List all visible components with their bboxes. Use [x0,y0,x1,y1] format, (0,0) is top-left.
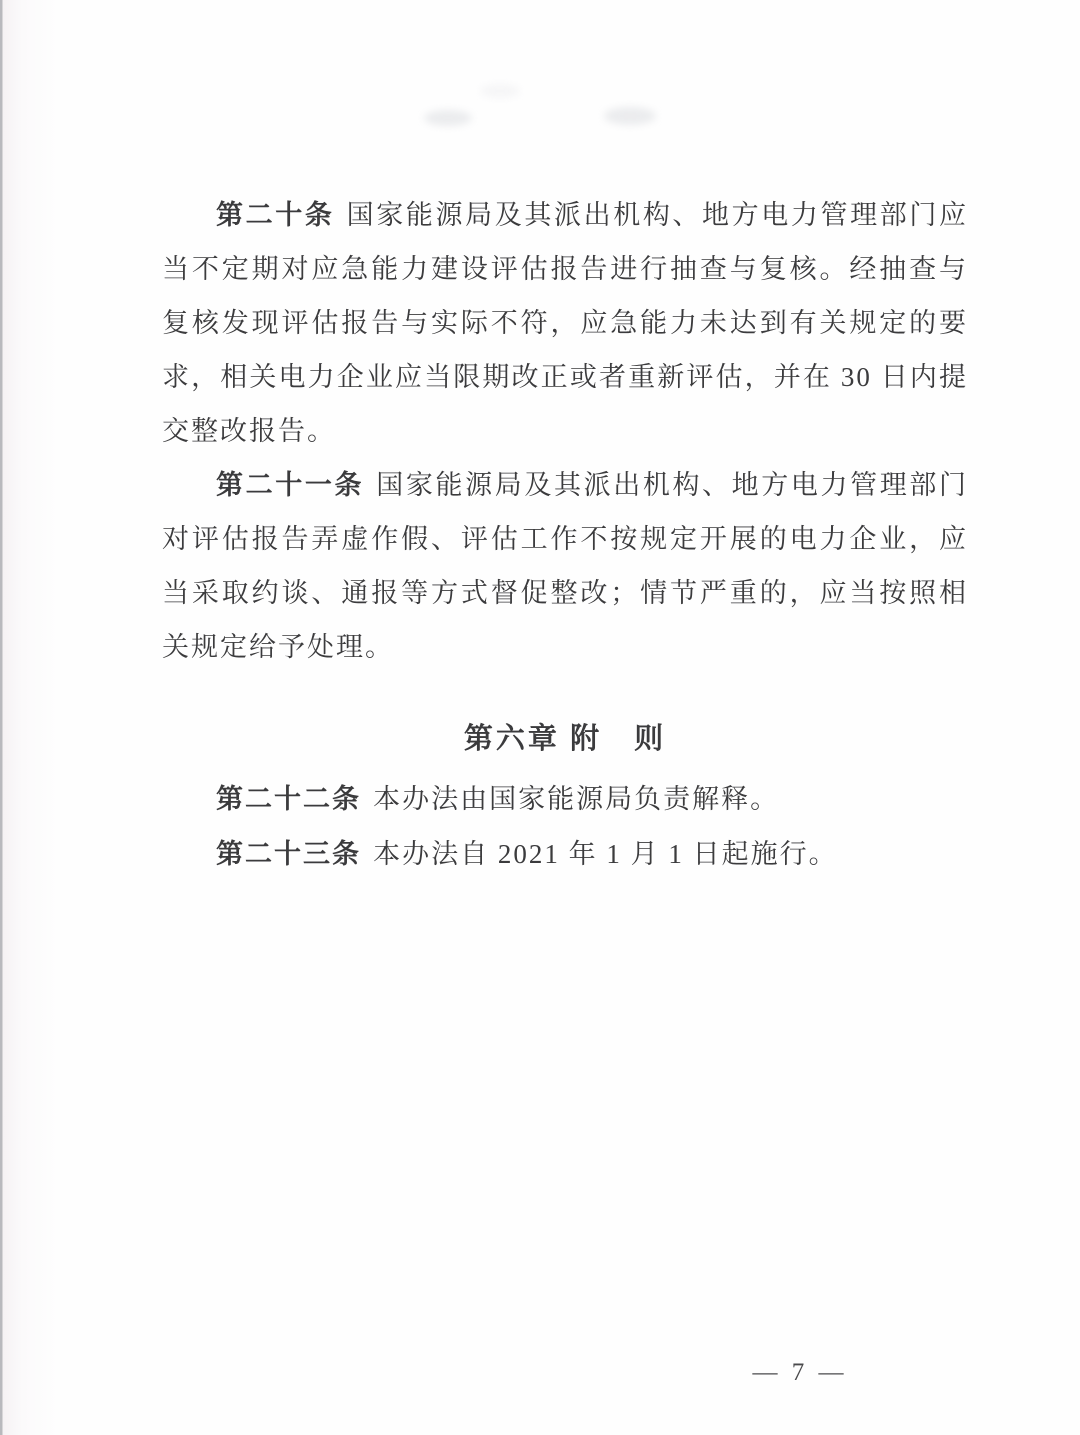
article-23-text: 本办法自 2021 年 1 月 1 日起施行。 [373,839,838,869]
page-number: — 7 — [752,1359,848,1386]
chapter-heading: 第六章 附 则 [463,723,667,755]
article-21-label: 第二十一条 [216,470,365,500]
article-21-text: 国家能源局及其派出机构、地方电力管理部门对评估报告弄虚作假、评估工作不按规定开展的电力企业，应当采取约谈、通报等方式督促整改；情节严重的，应当按照相关规定给予处理。 [162,470,969,662]
scan-smudge [604,107,656,125]
scan-smudge [424,110,472,126]
article-23-paragraph [162,827,968,882]
document-body [162,188,968,882]
article-21-paragraph [162,458,968,674]
article-20-label: 第二十条 [216,200,335,230]
article-20-text: 国家能源局及其派出机构、地方电力管理部门应当不定期对应急能力建设评估报告进行抽查与复核。经抽查与复核发现评估报告与实际不符，应急能力未达到有关规定的要求，相关电力企业应当限期改正或者重新评估，并在 30 日内提交整改报告。 [162,200,969,446]
article-20-paragraph [162,188,968,458]
article-23-label: 第二十三条 [216,839,361,869]
scan-smudge [480,84,520,98]
article-22-paragraph [162,772,968,827]
article-22-label: 第二十二条 [216,784,361,814]
article-22-text: 本办法由国家能源局负责解释。 [373,784,780,814]
